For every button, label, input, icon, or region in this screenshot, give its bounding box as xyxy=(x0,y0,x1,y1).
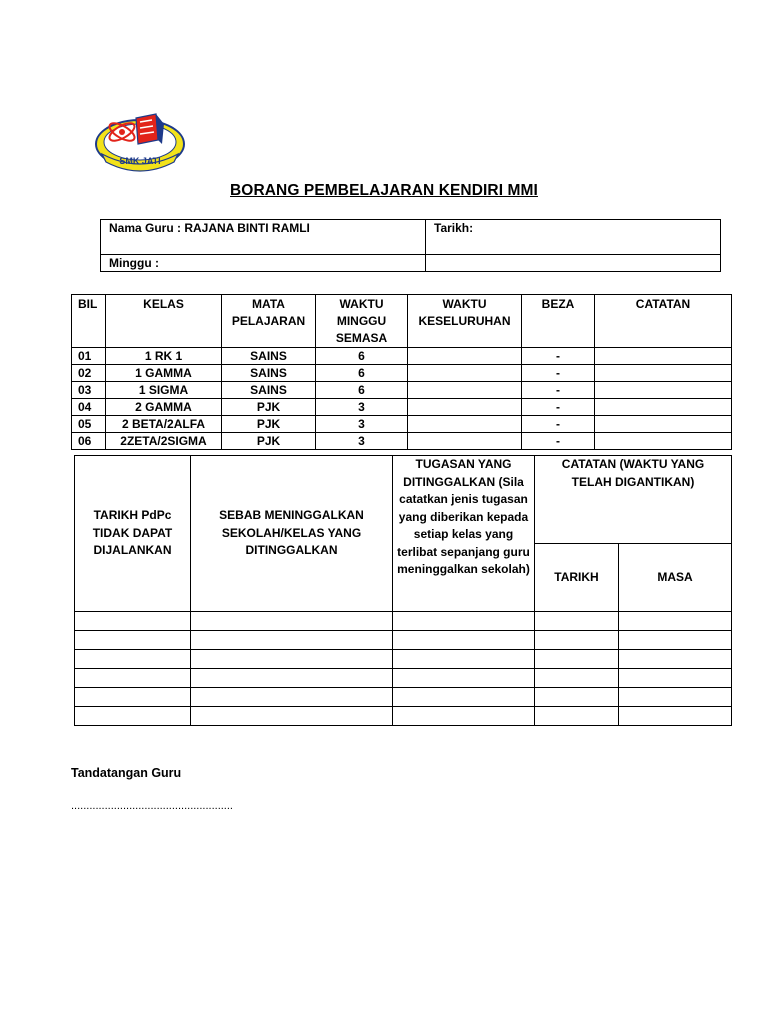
kelas-cell: 1 SIGMA xyxy=(106,382,222,399)
header-waktu-minggu-semasa: WAKTU MINGGU SEMASA xyxy=(316,295,408,348)
header-tugasan: TUGASAN YANG DITINGGALKAN (Sila catatkan jenis tugasan yang diberikan kepada setiap kelas yang terlibat sepanjang guru meninggalkan sekolah) xyxy=(393,456,535,612)
header-sebab: SEBAB MENINGGALKAN SEKOLAH/KELAS YANG DITINGGALKAN xyxy=(191,456,393,612)
week-empty-cell[interactable] xyxy=(426,255,721,272)
table-row xyxy=(72,348,732,365)
date-cell[interactable] xyxy=(75,669,191,688)
task-cell[interactable] xyxy=(393,688,535,707)
header-mata-pelajaran: MATA PELAJARAN xyxy=(222,295,316,348)
replacement-date-cell[interactable] xyxy=(535,669,619,688)
header-tarikh: TARIKH xyxy=(535,544,619,612)
kelas-cell: 2 GAMMA xyxy=(106,399,222,416)
header-tarikh-pdpc: TARIKH PdPc TIDAK DAPAT DIJALANKAN xyxy=(75,456,191,612)
date-cell[interactable] xyxy=(75,612,191,631)
bil-cell: 02 xyxy=(72,365,106,382)
signature-line[interactable]: ..................................................... xyxy=(71,800,233,812)
subject-cell: PJK xyxy=(222,433,316,450)
task-cell[interactable] xyxy=(393,650,535,669)
leave-record-table xyxy=(74,455,732,726)
weekly-hours-cell: 3 xyxy=(316,416,408,433)
table-row xyxy=(72,416,732,433)
weekly-hours-cell: 6 xyxy=(316,382,408,399)
date-field[interactable]: Tarikh: xyxy=(426,220,721,255)
reason-cell[interactable] xyxy=(191,650,393,669)
signature-label: Tandatangan Guru xyxy=(71,766,182,780)
replacement-time-cell[interactable] xyxy=(619,612,732,631)
header-catatan: CATATAN xyxy=(595,295,732,348)
difference-cell: - xyxy=(522,365,595,382)
replacement-time-cell[interactable] xyxy=(619,707,732,726)
weekly-hours-cell: 3 xyxy=(316,433,408,450)
weekly-hours-cell: 3 xyxy=(316,399,408,416)
remarks-cell[interactable] xyxy=(595,433,732,450)
task-cell[interactable] xyxy=(393,669,535,688)
total-hours-cell[interactable] xyxy=(408,433,522,450)
remarks-cell[interactable] xyxy=(595,365,732,382)
teacher-info-table xyxy=(100,219,721,272)
kelas-cell: 2 BETA/2ALFA xyxy=(106,416,222,433)
bil-cell: 03 xyxy=(72,382,106,399)
table-row xyxy=(72,433,732,450)
bil-cell: 04 xyxy=(72,399,106,416)
table-row xyxy=(72,365,732,382)
date-cell[interactable] xyxy=(75,650,191,669)
date-cell[interactable] xyxy=(75,631,191,650)
date-cell[interactable] xyxy=(75,707,191,726)
table-row xyxy=(75,612,732,631)
school-logo xyxy=(92,104,192,174)
bil-cell: 01 xyxy=(72,348,106,365)
reason-cell[interactable] xyxy=(191,612,393,631)
replacement-time-cell[interactable] xyxy=(619,688,732,707)
bil-cell: 06 xyxy=(72,433,106,450)
difference-cell: - xyxy=(522,399,595,416)
replacement-date-cell[interactable] xyxy=(535,650,619,669)
remarks-cell[interactable] xyxy=(595,399,732,416)
subject-cell: SAINS xyxy=(222,348,316,365)
header-bil: BIL xyxy=(72,295,106,348)
difference-cell: - xyxy=(522,433,595,450)
subject-cell: PJK xyxy=(222,399,316,416)
kelas-cell: 1 RK 1 xyxy=(106,348,222,365)
table-row xyxy=(75,650,732,669)
table-row xyxy=(75,707,732,726)
subject-cell: SAINS xyxy=(222,365,316,382)
replacement-date-cell[interactable] xyxy=(535,688,619,707)
reason-cell[interactable] xyxy=(191,707,393,726)
subject-cell: PJK xyxy=(222,416,316,433)
replacement-date-cell[interactable] xyxy=(535,707,619,726)
subject-cell: SAINS xyxy=(222,382,316,399)
reason-cell[interactable] xyxy=(191,688,393,707)
table-row xyxy=(72,382,732,399)
replacement-time-cell[interactable] xyxy=(619,669,732,688)
difference-cell: - xyxy=(522,416,595,433)
header-waktu-keseluruhan: WAKTU KESELURUHAN xyxy=(408,295,522,348)
table-row xyxy=(75,631,732,650)
total-hours-cell[interactable] xyxy=(408,399,522,416)
remarks-cell[interactable] xyxy=(595,416,732,433)
kelas-cell: 1 GAMMA xyxy=(106,365,222,382)
task-cell[interactable] xyxy=(393,612,535,631)
replacement-time-cell[interactable] xyxy=(619,650,732,669)
form-title: BORANG PEMBELAJARAN KENDIRI MMI xyxy=(230,182,538,199)
difference-cell: - xyxy=(522,382,595,399)
total-hours-cell[interactable] xyxy=(408,416,522,433)
week-field[interactable]: Minggu : xyxy=(101,255,426,272)
total-hours-cell[interactable] xyxy=(408,365,522,382)
table-row xyxy=(75,688,732,707)
svg-text:SMK JATI: SMK JATI xyxy=(119,156,161,166)
total-hours-cell[interactable] xyxy=(408,382,522,399)
table-row xyxy=(72,399,732,416)
header-beza: BEZA xyxy=(522,295,595,348)
header-catatan: CATATAN (WAKTU YANG TELAH DIGANTIKAN) xyxy=(535,456,732,544)
task-cell[interactable] xyxy=(393,631,535,650)
teacher-name-field[interactable]: Nama Guru : RAJANA BINTI RAMLI xyxy=(101,220,426,255)
replacement-time-cell[interactable] xyxy=(619,631,732,650)
replacement-date-cell[interactable] xyxy=(535,631,619,650)
replacement-date-cell[interactable] xyxy=(535,612,619,631)
date-cell[interactable] xyxy=(75,688,191,707)
bil-cell: 05 xyxy=(72,416,106,433)
weekly-hours-cell: 6 xyxy=(316,348,408,365)
weekly-hours-cell: 6 xyxy=(316,365,408,382)
remarks-cell[interactable] xyxy=(595,348,732,365)
reason-cell[interactable] xyxy=(191,631,393,650)
remarks-cell[interactable] xyxy=(595,382,732,399)
difference-cell: - xyxy=(522,348,595,365)
header-masa: MASA xyxy=(619,544,732,612)
kelas-cell: 2ZETA/2SIGMA xyxy=(106,433,222,450)
task-cell[interactable] xyxy=(393,707,535,726)
total-hours-cell[interactable] xyxy=(408,348,522,365)
class-schedule-table xyxy=(71,294,732,450)
header-kelas: KELAS xyxy=(106,295,222,348)
table-row xyxy=(75,669,732,688)
reason-cell[interactable] xyxy=(191,669,393,688)
